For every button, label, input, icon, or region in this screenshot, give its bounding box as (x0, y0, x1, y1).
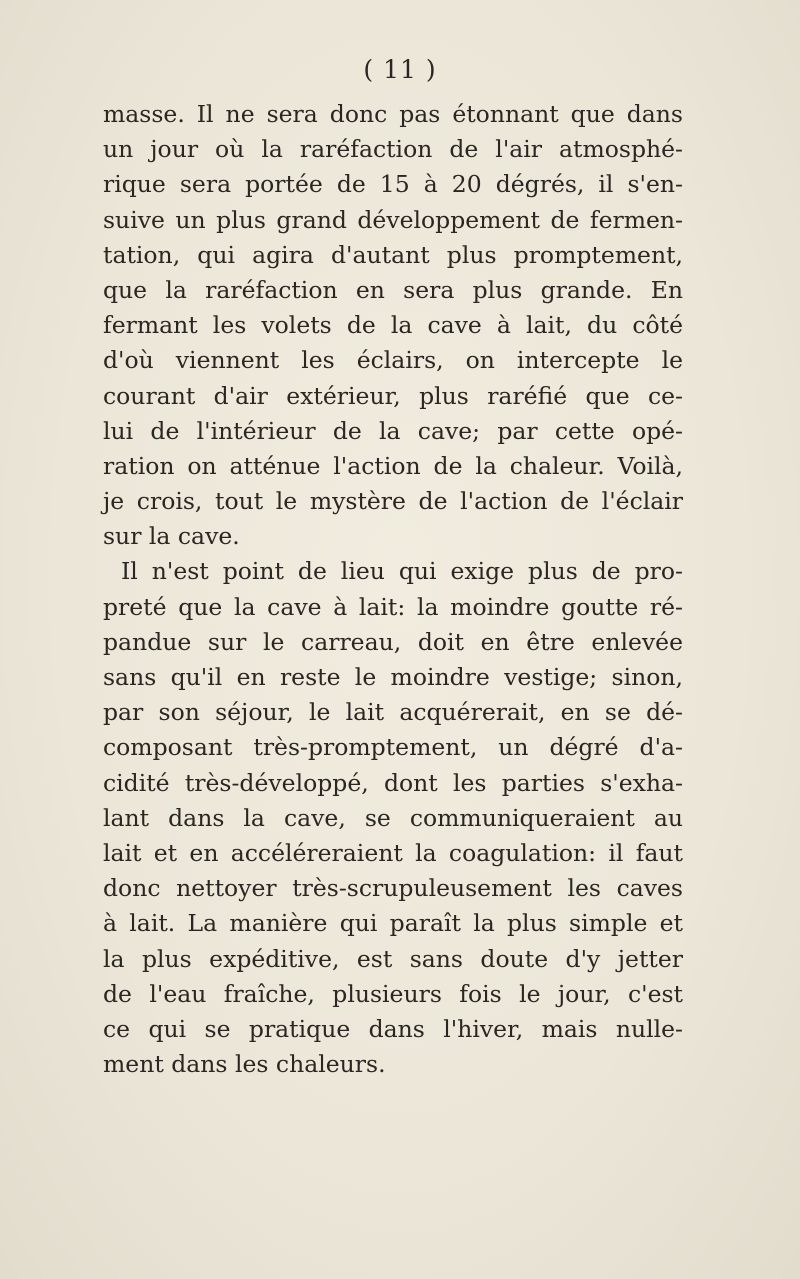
text-line: que la raréfaction en sera plus grande. En (103, 275, 683, 304)
paragraph-2 (103, 554, 683, 1082)
text-line: masse. Il ne sera donc pas étonnant que dans (103, 100, 683, 128)
text-line: la plus expéditive, est sans doute d'y jetter (103, 944, 683, 973)
text-line: sans qu'il en reste le moindre vestige; sinon, (103, 663, 683, 691)
text-line: fermant les volets de la cave à lait, du côté (103, 311, 683, 340)
text-line: tation, qui agira d'autant plus promptement, (103, 240, 683, 269)
text-line: lui de l'intérieur de la cave; par cette opé- (103, 416, 683, 445)
text-line: par son séjour, le lait acquérerait, en se dé- (103, 698, 683, 727)
text-line: d'où viennent les éclairs, on intercepte le (103, 346, 683, 375)
text-line: courant d'air extérieur, plus raréfié que ce- (103, 381, 683, 410)
text-line: ment dans les chaleurs. (103, 1050, 386, 1079)
text-line: ration on atténue l'action de la chaleur. Voilà, (103, 451, 683, 480)
text-line: à lait. La manière qui paraît la plus simple et (103, 909, 683, 938)
text-line: donc nettoyer très-scrupuleusement les caves (103, 874, 683, 903)
text-line: pandue sur le carreau, doit en être enlevée (103, 627, 683, 656)
page-number: ( 11 ) (363, 55, 437, 84)
text-line: sur la cave. (103, 522, 240, 551)
text-line: lait et en accéléreraient la coagulation: il faut (103, 838, 683, 867)
text-line: un jour où la raréfaction de l'air atmosphé- (103, 135, 683, 164)
paragraph-1 (103, 97, 683, 554)
text-line: lant dans la cave, se communiqueraient au (103, 803, 683, 832)
text-line: rique sera portée de 15 à 20 dégrés, il s'en- (103, 170, 683, 199)
text-line: suive un plus grand développement de fermen- (103, 205, 683, 234)
text-line: preté que la cave à lait: la moindre goutte ré- (103, 592, 683, 621)
text-line: composant très-promptement, un dégré d'a- (103, 733, 683, 762)
body-text (103, 97, 683, 1082)
text-line: cidité très-développé, dont les parties s'exha- (103, 768, 683, 797)
text-line: Il n'est point de lieu qui exige plus de pro- (121, 557, 683, 586)
text-line: je crois, tout le mystère de l'action de l'éclair (103, 487, 683, 516)
text-line: ce qui se pratique dans l'hiver, mais nulle- (103, 1014, 683, 1043)
text-line: de l'eau fraîche, plusieurs fois le jour, c'est (103, 979, 683, 1008)
